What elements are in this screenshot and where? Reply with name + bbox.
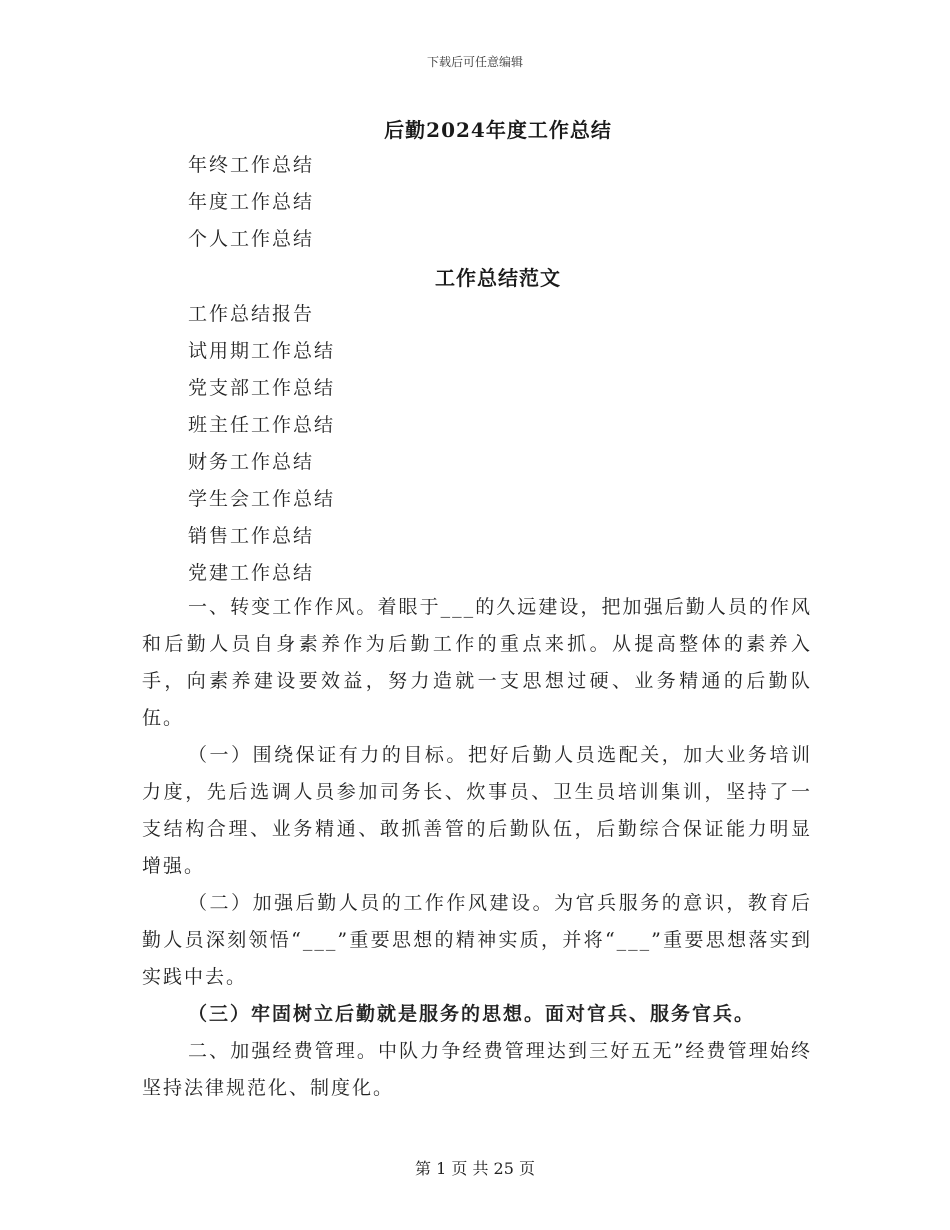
link-annual-summary[interactable]: 年度工作总结 (188, 191, 315, 213)
document-title: 后勤2024年度工作总结 (384, 118, 612, 142)
link-finance-summary[interactable]: 财务工作总结 (188, 451, 315, 473)
link-probation-summary[interactable]: 试用期工作总结 (188, 340, 336, 362)
link-sales-summary[interactable]: 销售工作总结 (188, 525, 315, 547)
link-party-building-summary[interactable]: 党建工作总结 (188, 562, 315, 584)
section-title: 工作总结范文 (435, 266, 561, 290)
paragraph-1: 一、转变工作作风。着眼于___的久远建设，把加强后勤人员的作风和后勤人员自身素养作为后勤工作的重点来抓。从提高整体的素养入手，向素养建设要效益，努力造就一支思想过硬、业务精通的后勤队伍。 (142, 596, 812, 729)
link-year-end-summary[interactable]: 年终工作总结 (188, 154, 315, 176)
link-student-union-summary[interactable]: 学生会工作总结 (188, 488, 336, 510)
link-class-teacher-summary[interactable]: 班主任工作总结 (188, 414, 336, 436)
paragraph-5: 二、加强经费管理。中队力争经费管理达到三好五无”经费管理始终坚持法律规范化、制度化。 (142, 1040, 812, 1099)
paragraph-2: （一）围绕保证有力的目标。把好后勤人员选配关，加大业务培训力度，先后选调人员参加司务长、炊事员、卫生员培训集训，坚持了一支结构合理、业务精通、敢抓善管的后勤队伍，后勤综合保证能力明显增强。 (142, 744, 812, 877)
paragraph-4: （三）牢固树立后勤就是服务的思想。面对官兵、服务官兵。 (188, 1003, 756, 1025)
header-note: 下载后可任意编辑 (426, 55, 523, 69)
link-party-branch-summary[interactable]: 党支部工作总结 (188, 377, 336, 399)
page-footer: 第 1 页 共 25 页 (415, 1159, 535, 1178)
link-summary-report[interactable]: 工作总结报告 (188, 303, 315, 325)
paragraph-3: （二）加强后勤人员的工作作风建设。为官兵服务的意识，教育后勤人员深刻领悟“___”重要思想的精神实质，并将“___”重要思想落实到实践中去。 (142, 892, 812, 988)
link-personal-summary[interactable]: 个人工作总结 (188, 228, 315, 250)
